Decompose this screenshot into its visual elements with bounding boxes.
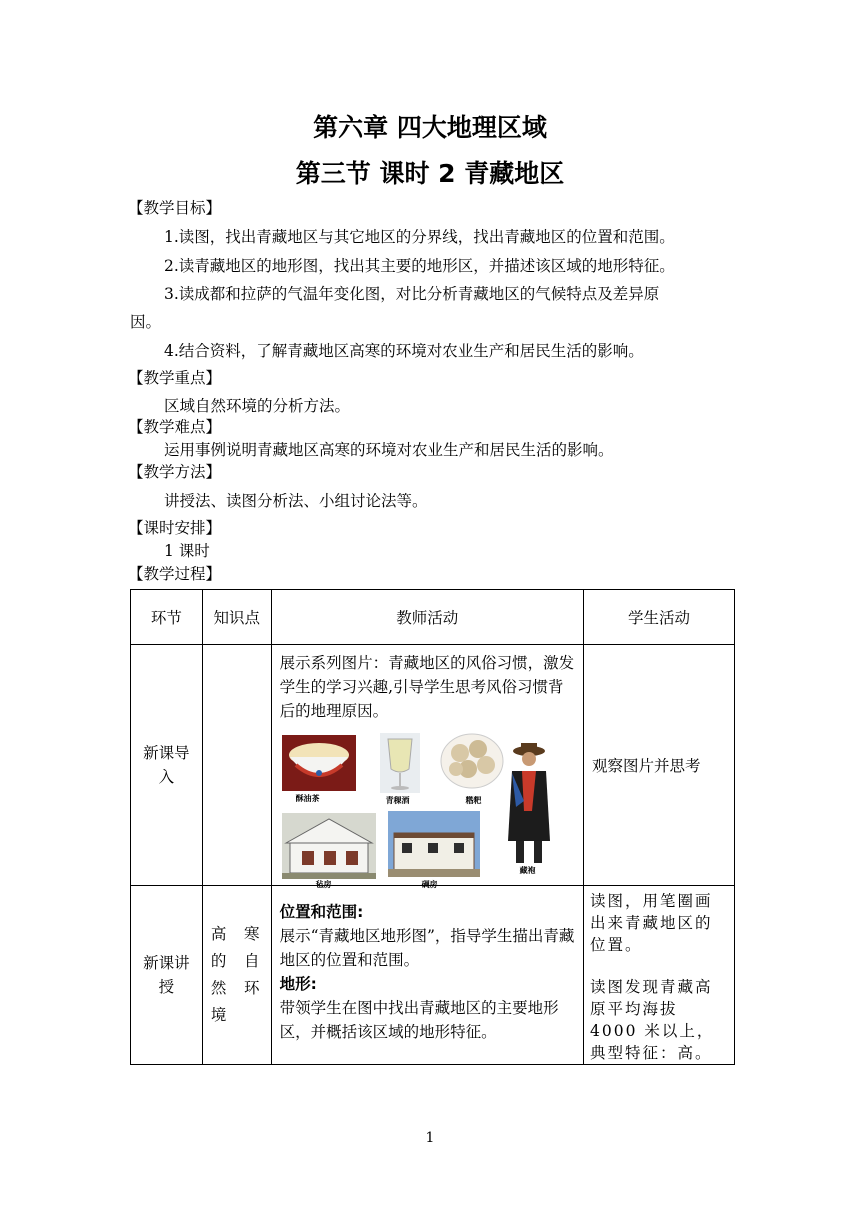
stage-cell: 新课讲授 [131, 886, 203, 1065]
header-student: 学生活动 [584, 590, 735, 645]
difficulty-heading: 【教学难点】 [128, 418, 222, 436]
student-text-2: 读图发现青藏高原平均海拔 4000 米以上，典型特征：高。 [590, 978, 715, 1062]
stage-cell: 新课导入 [131, 645, 203, 886]
caption-robe: 藏袍 [519, 866, 536, 875]
point-cell [202, 886, 271, 1065]
header-teacher: 教师活动 [271, 590, 583, 645]
tibetan-robe-image [502, 741, 556, 871]
caption-barley-wine: 青稞酒 [385, 796, 410, 805]
barley-wine-image [380, 733, 420, 793]
process-table [130, 589, 735, 1065]
header-stage: 环节 [131, 590, 203, 645]
process-heading: 【教学过程】 [128, 565, 222, 583]
difficulty-text: 运用事例说明青藏地区高寒的环境对农业生产和居民生活的影响。 [164, 441, 614, 459]
teacher-content [272, 886, 583, 1044]
position-heading: 位置和范围: [279, 903, 364, 921]
schedule-text: 1 课时 [164, 542, 210, 560]
caption-tsampa: 糌粑 [465, 796, 482, 805]
method-text: 讲授法、读图分析法、小组讨论法等。 [164, 492, 428, 510]
header-point: 知识点 [202, 590, 271, 645]
goal-4: 4.结合资料，了解青藏地区高寒的环境对农业生产和居民生活的影响。 [164, 342, 644, 360]
goal-3: 3.读成都和拉萨的气温年变化图，对比分析青藏地区的气候特点及差异原 [164, 285, 660, 303]
goal-2: 2.读青藏地区的地形图，找出其主要的地形区，并描述该区域的地形特征。 [164, 257, 675, 275]
table-header-row [131, 590, 735, 645]
caption-felt-tent: 毡房 [315, 880, 332, 889]
chapter-title: 第六章 四大地理区域 [313, 113, 547, 142]
stone-house-image [388, 811, 480, 877]
goal-3-cont: 因。 [130, 313, 162, 331]
goals-heading: 【教学目标】 [128, 199, 222, 217]
knowledge-point-text: 高寒的自然环境 [210, 925, 263, 1024]
caption-stone-house: 碉房 [421, 880, 438, 889]
goal-1: 1.读图，找出青藏地区与其它地区的分界线，找出青藏地区的位置和范围。 [164, 228, 675, 246]
butter-tea-image [282, 735, 356, 791]
key-heading: 【教学重点】 [128, 369, 222, 387]
section-title: 第三节 课时 2 青藏地区 [295, 159, 565, 188]
page-number: 1 [425, 1130, 435, 1146]
method-heading: 【教学方法】 [128, 463, 222, 481]
caption-butter-tea: 酥油茶 [295, 794, 320, 803]
point-cell [202, 645, 271, 886]
felt-tent-image [282, 813, 376, 879]
table-row [131, 645, 735, 886]
position-text: 展示“青藏地区地形图”，指导学生描出青藏地区的位置和范围。 [279, 927, 575, 969]
custom-pictures [272, 733, 583, 889]
teacher-cell [271, 886, 583, 1065]
table-row [131, 886, 735, 1065]
student-cell [584, 886, 735, 1065]
student-text-1: 读图，用笔圈画出来青藏地区的位置。 [590, 892, 713, 954]
key-text: 区域自然环境的分析方法。 [164, 397, 351, 415]
teacher-cell [271, 645, 583, 889]
terrain-heading: 地形: [279, 975, 317, 993]
student-cell: 观察图片并思考 [584, 645, 735, 886]
tsampa-image [440, 733, 504, 789]
teacher-text: 展示系列图片：青藏地区的风俗习惯，激发学生的学习兴趣,引导学生思考风俗习惯背后的地理原因。 [279, 654, 575, 720]
terrain-text: 带领学生在图中找出青藏地区的主要地形区，并概括该区域的地形特征。 [279, 999, 559, 1041]
schedule-heading: 【课时安排】 [128, 519, 222, 537]
